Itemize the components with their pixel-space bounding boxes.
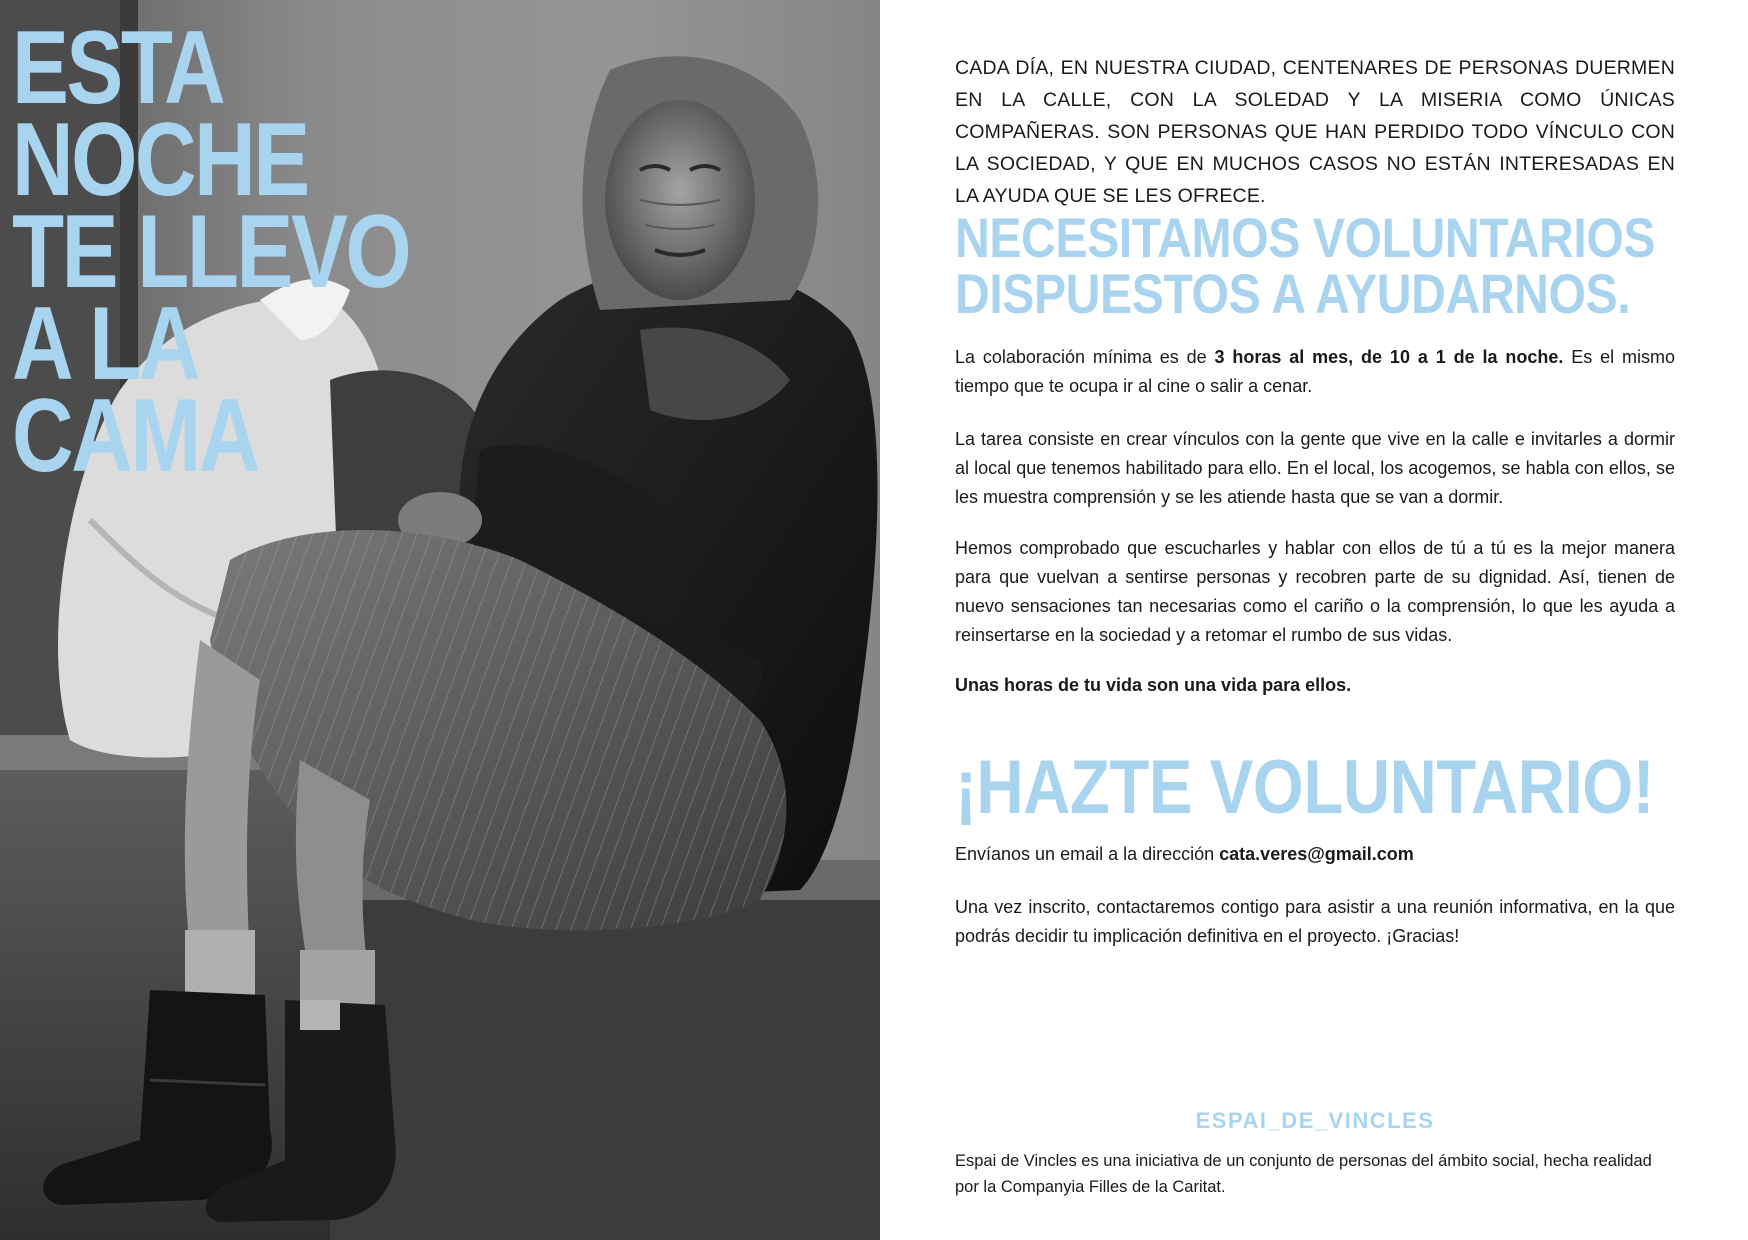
- heading-line: DISPUESTOS A AYUDARNOS.: [955, 262, 1631, 325]
- followup-paragraph: Una vez inscrito, contactaremos contigo para asistir a una reunión informativa, en la que podrás decidir tu implicación definitiva en el proyecto. ¡Gracias!: [955, 897, 1675, 946]
- commitment-text: La colaboración mínima es de: [955, 347, 1215, 367]
- email-paragraph: [955, 840, 1675, 869]
- email-address[interactable]: cata.veres@gmail.com: [1219, 844, 1414, 864]
- headline-line: NOCHE: [12, 102, 308, 218]
- headline-line: TE LLEVO: [12, 194, 410, 310]
- email-intro: Envíanos un email a la dirección: [955, 844, 1220, 864]
- call-to-action-heading: ¡HAZTE VOLUNTARIO!: [955, 745, 1655, 830]
- commitment-paragraph: [955, 343, 1675, 401]
- campaign-headline: [12, 10, 410, 494]
- benefit-paragraph: Hemos comprobado que escucharles y hablar con ellos de tú a tú es la mejor manera para que vuelvan a sentirse personas y recobren parte de su dignidad. Así, tienen de nuevo sensaciones tan necesarias como el cariño o la comprensión, lo que les ayuda a reinsertarse en la sociedad y a retomar el rumbo de sus vidas.: [955, 538, 1675, 645]
- heading-line: NECESITAMOS VOLUNTARIOS: [955, 206, 1656, 269]
- headline-line: CAMA: [12, 378, 258, 494]
- task-paragraph: La tarea consiste en crear vínculos con la gente que vive en la calle e invitarles a dormir al local que tenemos habilitado para ello. En el local, los acogemos, se habla con ellos, se les muestra comprensión y se les atiende hasta que se van a dormir.: [955, 429, 1675, 507]
- volunteers-needed-heading: [955, 206, 1656, 325]
- headline-line: A LA: [12, 286, 198, 402]
- commitment-text: Es el mismo tiempo que te ocupa ir al cine o salir a cenar.: [955, 347, 1675, 396]
- tagline: Unas horas de tu vida son una vida para ellos.: [955, 675, 1352, 695]
- commitment-hours: 3 horas al mes, de 10 a 1 de la noche.: [1214, 347, 1564, 367]
- text-panel: [955, 0, 1675, 1240]
- headline-line: ESTA: [12, 10, 224, 126]
- footer-note: Espai de Vincles es una iniciativa de un conjunto de personas del ámbito social, hecha realidad por la Companyia Filles de la Caritat.: [955, 1152, 1652, 1196]
- intro-paragraph: CADA DÍA, EN NUESTRA CIUDAD, CENTENARES DE PERSONAS DUERMEN EN LA CALLE, CON LA SOLEDAD Y LA MISERIA COMO ÚNICAS COMPAÑERAS. SON PERSONAS QUE HAN PERDIDO TODO VÍNCULO CON LA SOCIEDAD, Y QUE EN MUCHOS CASOS NO ESTÁN INTERESADAS EN LA AYUDA QUE SE LES OFRECE.: [955, 57, 1675, 207]
- brand-name: ESPAI_DE_VINCLES: [1195, 1108, 1435, 1133]
